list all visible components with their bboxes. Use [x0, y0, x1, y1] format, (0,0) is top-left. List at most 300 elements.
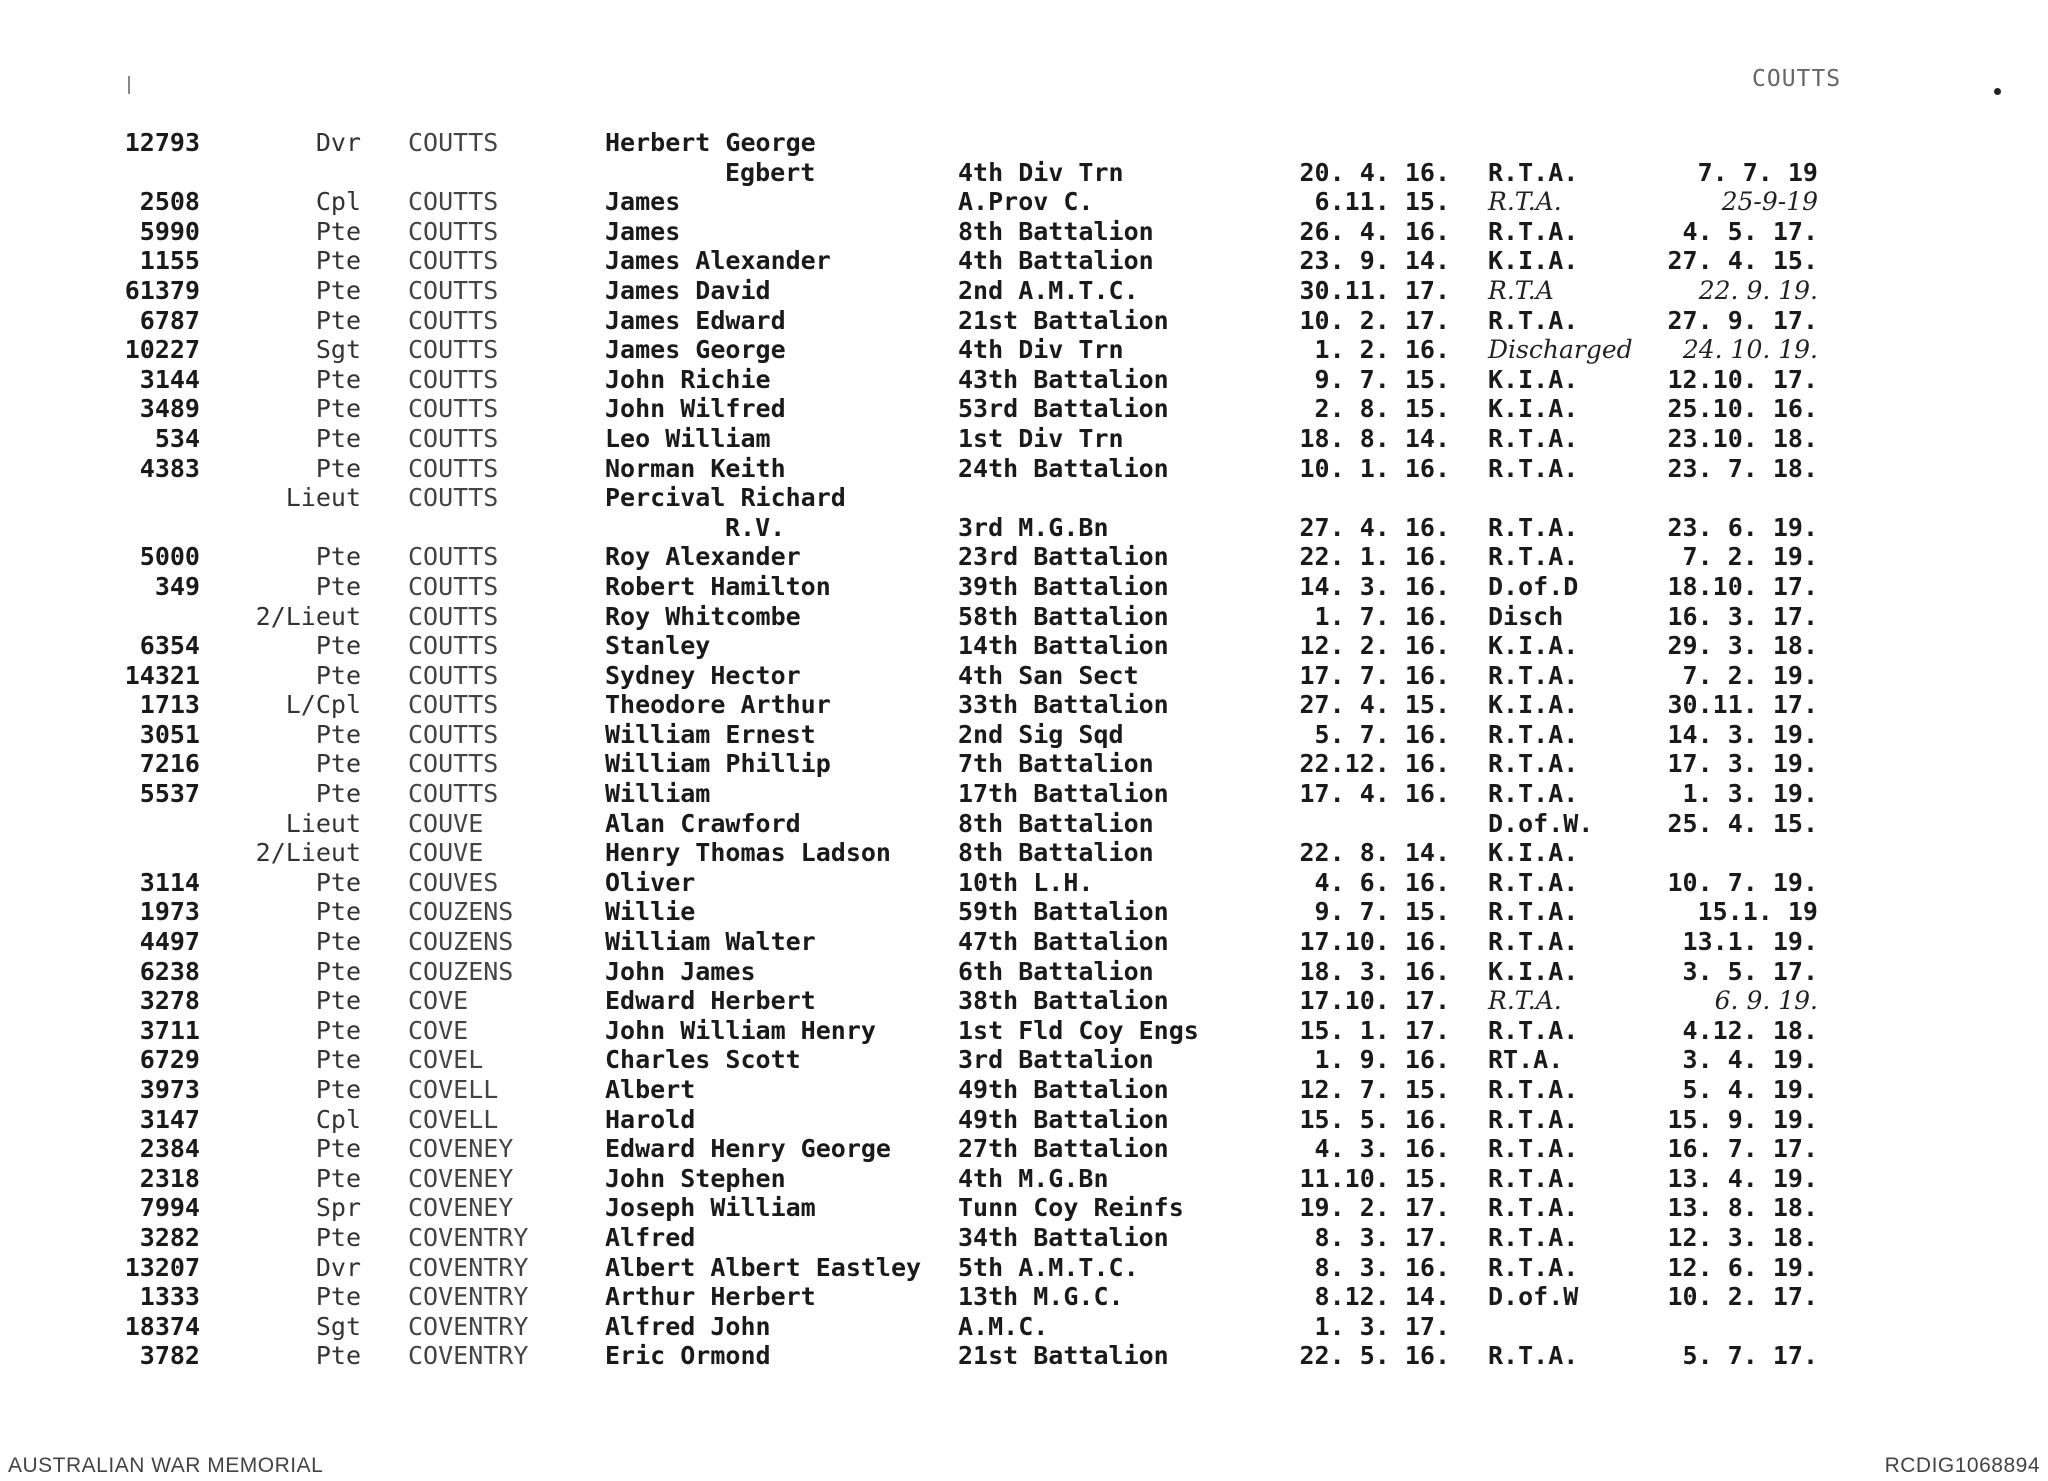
rank-cell: Sgt	[315, 335, 361, 365]
service-number-cell: 3489	[139, 394, 200, 424]
service-number-cell: 13207	[124, 1252, 200, 1282]
surname-cell: COVENTRY	[408, 1222, 529, 1252]
fate-cell: R.T.A.	[1488, 542, 1579, 572]
rank-cell: Pte	[315, 867, 361, 897]
rank-cell: Pte	[315, 246, 361, 276]
surname-cell: COUTTS	[408, 305, 499, 335]
service-number-cell: 4383	[139, 453, 200, 483]
surname-cell: COUTTS	[408, 631, 499, 661]
given-names-cell: Joseph William	[605, 1193, 816, 1223]
fate-date-cell: 3. 4. 19.	[1682, 1045, 1818, 1075]
surname-cell: COUTTS	[408, 246, 499, 276]
table-row	[0, 1105, 2048, 1135]
rank-cell: Pte	[315, 1222, 361, 1252]
given-names-cell: John Richie	[605, 364, 771, 394]
table-row	[0, 246, 2048, 276]
fate-date-cell: 7. 2. 19.	[1682, 542, 1818, 572]
enlistment-date-cell: 27. 4. 15.	[1299, 690, 1450, 720]
given-names-cell: Charles Scott	[605, 1045, 801, 1075]
enlistment-date-cell: 19. 2. 17.	[1299, 1193, 1450, 1223]
surname-cell: COUZENS	[408, 956, 514, 986]
fate-cell: K.I.A.	[1488, 394, 1579, 424]
unit-cell: 7th Battalion	[958, 749, 1154, 779]
rank-cell: Pte	[315, 779, 361, 809]
given-names-cell: Robert Hamilton	[605, 571, 831, 601]
unit-cell: 4th Div Trn	[958, 157, 1124, 187]
fate-cell: K.I.A.	[1488, 246, 1579, 276]
fate-cell: R.T.A.	[1488, 216, 1579, 246]
table-row	[0, 1016, 2048, 1046]
given-names-cell: John Wilfred	[605, 394, 786, 424]
service-number-cell: 349	[154, 571, 200, 601]
rank-cell: Pte	[315, 542, 361, 572]
table-row	[0, 927, 2048, 957]
given-names-cell: Norman Keith	[605, 453, 786, 483]
rank-cell: Pte	[315, 749, 361, 779]
fate-cell: R.T.A.	[1488, 660, 1579, 690]
table-row	[0, 424, 2048, 454]
enlistment-date-cell: 17.10. 16.	[1299, 927, 1450, 957]
record-reference: RCDIG1068894	[1884, 1454, 2040, 1477]
enlistment-date-cell: 17. 7. 16.	[1299, 660, 1450, 690]
rank-cell: Pte	[315, 897, 361, 927]
fate-date-cell: 4. 5. 17.	[1682, 216, 1818, 246]
service-number-cell: 3114	[139, 867, 200, 897]
table-row	[0, 217, 2048, 247]
service-number-cell: 5000	[139, 542, 200, 572]
fate-cell: Disch	[1488, 601, 1564, 631]
unit-cell: 24th Battalion	[958, 453, 1169, 483]
given-names-cell: Percival Richard	[605, 483, 846, 513]
service-number-cell: 12793	[124, 128, 200, 157]
given-names-cell: Herbert George	[605, 128, 816, 157]
fate-cell: R.T.A	[1488, 275, 1554, 305]
surname-cell: COVENTRY	[408, 1311, 529, 1341]
table-row	[0, 1164, 2048, 1194]
fate-cell: K.I.A.	[1488, 631, 1579, 661]
rank-cell: Pte	[315, 1282, 361, 1312]
surname-cell: COUTTS	[408, 335, 499, 365]
enlistment-date-cell: 8. 3. 16.	[1314, 1252, 1450, 1282]
fate-date-cell: 4.12. 18.	[1682, 1015, 1818, 1045]
given-names-cell: John Stephen	[605, 1163, 786, 1193]
fate-date-cell: 22. 9. 19.	[1698, 275, 1818, 305]
table-row	[0, 572, 2048, 602]
service-number-cell: 2508	[139, 187, 200, 217]
given-names-cell: James George	[605, 335, 786, 365]
table-row	[0, 897, 2048, 927]
surname-cell: COUTTS	[408, 571, 499, 601]
surname-cell: COUVE	[408, 838, 484, 868]
fate-date-cell: 15.1. 19	[1697, 897, 1818, 927]
table-row	[0, 779, 2048, 809]
fate-date-cell: 10. 2. 17.	[1667, 1282, 1818, 1312]
service-number-cell: 14321	[124, 660, 200, 690]
enlistment-date-cell: 6.11. 15.	[1314, 187, 1450, 217]
enlistment-date-cell: 2. 8. 15.	[1314, 394, 1450, 424]
table-row	[0, 483, 2048, 513]
table-row	[0, 838, 2048, 868]
fate-date-cell: 5. 7. 17.	[1682, 1341, 1818, 1371]
service-number-cell: 3147	[139, 1104, 200, 1134]
rank-cell: Cpl	[315, 187, 361, 217]
fate-date-cell: 25. 4. 15.	[1667, 808, 1818, 838]
given-names-cell: Alan Crawford	[605, 808, 801, 838]
fate-cell: RT.A.	[1488, 1045, 1564, 1075]
rank-cell: Pte	[315, 631, 361, 661]
surname-cell: COUTTS	[408, 453, 499, 483]
rank-cell: Pte	[315, 1341, 361, 1371]
fate-date-cell: 24. 10. 19.	[1682, 335, 1818, 365]
rank-cell: Pte	[315, 423, 361, 453]
table-row	[0, 868, 2048, 898]
fate-date-cell: 30.11. 17.	[1667, 690, 1818, 720]
unit-cell: 4th Div Trn	[958, 335, 1124, 365]
surname-cell: COVELL	[408, 1104, 499, 1134]
unit-cell: 2nd Sig Sqd	[958, 719, 1124, 749]
rank-cell: Dvr	[315, 1252, 361, 1282]
rank-cell: Sgt	[315, 1311, 361, 1341]
unit-cell: 8th Battalion	[958, 216, 1154, 246]
rank-cell: Dvr	[315, 128, 361, 157]
enlistment-date-cell: 1. 7. 16.	[1314, 601, 1450, 631]
fate-cell: R.T.A.	[1488, 1163, 1579, 1193]
surname-cell: COUTTS	[408, 364, 499, 394]
table-row	[0, 187, 2048, 217]
fate-cell: R.T.A.	[1488, 986, 1562, 1016]
enlistment-date-cell: 1. 9. 16.	[1314, 1045, 1450, 1075]
given-names-cell: Sydney Hector	[605, 660, 801, 690]
service-number-cell: 3051	[139, 719, 200, 749]
fate-cell: K.I.A.	[1488, 364, 1579, 394]
enlistment-date-cell: 12. 7. 15.	[1299, 1075, 1450, 1104]
service-number-cell: 534	[154, 423, 200, 453]
unit-cell: 1st Div Trn	[958, 423, 1124, 453]
surname-cell: COUTTS	[408, 690, 499, 720]
fate-date-cell: 12.10. 17.	[1667, 364, 1818, 394]
surname-tab: COUTTS	[1752, 66, 1842, 92]
rank-cell: Pte	[315, 1134, 361, 1164]
surname-cell: COUTTS	[408, 128, 499, 157]
service-number-cell: 4497	[139, 927, 200, 957]
table-row	[0, 365, 2048, 395]
rank-cell: Lieut	[285, 808, 361, 838]
fate-date-cell: 12. 3. 18.	[1667, 1222, 1818, 1252]
enlistment-date-cell: 9. 7. 15.	[1314, 364, 1450, 394]
rank-cell: Pte	[315, 986, 361, 1016]
service-number-cell: 2384	[139, 1134, 200, 1164]
surname-cell: COVEL	[408, 1045, 484, 1075]
table-row	[0, 1341, 2048, 1371]
given-names-cell: John William Henry	[605, 1015, 876, 1045]
fate-date-cell: 25.10. 16.	[1667, 394, 1818, 424]
fate-cell: R.T.A.	[1488, 1104, 1579, 1134]
fate-date-cell: 23.10. 18.	[1667, 423, 1818, 453]
fate-cell: D.of.D	[1488, 571, 1579, 601]
rank-cell: Pte	[315, 571, 361, 601]
table-row	[0, 1193, 2048, 1223]
service-number-cell: 6238	[139, 956, 200, 986]
service-number-cell: 3278	[139, 986, 200, 1016]
table-row	[0, 128, 2048, 158]
service-number-cell: 7216	[139, 749, 200, 779]
surname-cell: COUVE	[408, 808, 484, 838]
service-number-cell: 5990	[139, 216, 200, 246]
service-number-cell: 1713	[139, 690, 200, 720]
given-names-cell: Stanley	[605, 631, 711, 661]
table-row	[0, 276, 2048, 306]
fate-cell: R.T.A.	[1488, 1341, 1579, 1371]
table-row	[0, 957, 2048, 987]
fate-cell: R.T.A.	[1488, 423, 1579, 453]
given-names-cell: James Edward	[605, 305, 786, 335]
service-number-cell: 1973	[139, 897, 200, 927]
table-row	[0, 661, 2048, 691]
surname-cell: COUTTS	[408, 187, 499, 217]
surname-cell: COUZENS	[408, 927, 514, 957]
fate-cell: R.T.A.	[1488, 453, 1579, 483]
fate-cell: R.T.A.	[1488, 187, 1562, 217]
unit-cell: 3rd M.G.Bn	[958, 512, 1109, 542]
fate-cell: D.of.W.	[1488, 808, 1594, 838]
unit-cell: Tunn Coy Reinfs	[958, 1193, 1184, 1223]
given-names-cell: Albert	[605, 1075, 696, 1104]
table-row	[0, 690, 2048, 720]
given-names-cell: Leo William	[605, 423, 771, 453]
table-row	[0, 1045, 2048, 1075]
fate-date-cell: 13. 4. 19.	[1667, 1163, 1818, 1193]
table-row	[0, 158, 2048, 188]
service-number-cell: 7994	[139, 1193, 200, 1223]
enlistment-date-cell: 17.10. 17.	[1299, 986, 1450, 1016]
unit-cell: 3rd Battalion	[958, 1045, 1154, 1075]
unit-cell: 21st Battalion	[958, 1341, 1169, 1371]
table-row	[0, 749, 2048, 779]
fate-date-cell: 27. 9. 17.	[1667, 305, 1818, 335]
fate-date-cell: 7. 2. 19.	[1682, 660, 1818, 690]
unit-cell: 27th Battalion	[958, 1134, 1169, 1164]
unit-cell: A.Prov C.	[958, 187, 1094, 217]
fate-date-cell: 15. 9. 19.	[1667, 1104, 1818, 1134]
surname-cell: COUTTS	[408, 749, 499, 779]
service-number-cell: 3711	[139, 1015, 200, 1045]
given-names-cell: Arthur Herbert	[605, 1282, 816, 1312]
fate-cell: R.T.A.	[1488, 749, 1579, 779]
fate-cell: D.of.W	[1488, 1282, 1579, 1312]
roll-table	[0, 128, 2048, 1371]
enlistment-date-cell: 15. 5. 16.	[1299, 1104, 1450, 1134]
unit-cell: 17th Battalion	[958, 779, 1169, 809]
rank-cell: 2/Lieut	[255, 838, 361, 868]
fate-cell: R.T.A.	[1488, 305, 1579, 335]
given-names-cell: James	[605, 216, 681, 246]
enlistment-date-cell: 8. 3. 17.	[1314, 1222, 1450, 1252]
ink-dot	[1994, 88, 2001, 95]
table-row	[0, 602, 2048, 632]
table-row	[0, 809, 2048, 839]
fate-date-cell: 13.1. 19.	[1682, 927, 1818, 957]
rank-cell: Pte	[315, 453, 361, 483]
surname-cell: COVENEY	[408, 1134, 514, 1164]
given-names-cell: James	[605, 187, 681, 217]
enlistment-date-cell: 11.10. 15.	[1299, 1163, 1450, 1193]
enlistment-date-cell: 18. 8. 14.	[1299, 423, 1450, 453]
given-names-cell: Egbert	[725, 157, 816, 187]
table-row	[0, 1312, 2048, 1342]
unit-cell: 8th Battalion	[958, 838, 1154, 868]
surname-cell: COVENEY	[408, 1193, 514, 1223]
unit-cell: 4th M.G.Bn	[958, 1163, 1109, 1193]
surname-cell: COUVES	[408, 867, 499, 897]
rank-cell: Lieut	[285, 483, 361, 513]
service-number-cell: 1155	[139, 246, 200, 276]
fate-date-cell: 7. 7. 19	[1697, 157, 1818, 187]
unit-cell: 4th San Sect	[958, 660, 1139, 690]
rank-cell: Pte	[315, 956, 361, 986]
given-names-cell: Albert Albert Eastley	[605, 1252, 922, 1282]
enlistment-date-cell: 23. 9. 14.	[1299, 246, 1450, 276]
surname-cell: COVELL	[408, 1075, 499, 1104]
surname-cell: COUZENS	[408, 897, 514, 927]
unit-cell: 13th M.G.C.	[958, 1282, 1124, 1312]
enlistment-date-cell: 15. 1. 17.	[1299, 1015, 1450, 1045]
unit-cell: 2nd A.M.T.C.	[958, 275, 1139, 305]
enlistment-date-cell: 17. 4. 16.	[1299, 779, 1450, 809]
given-names-cell: Theodore Arthur	[605, 690, 831, 720]
enlistment-date-cell: 1. 3. 17.	[1314, 1311, 1450, 1341]
enlistment-date-cell: 27. 4. 16.	[1299, 512, 1450, 542]
table-row	[0, 1075, 2048, 1105]
given-names-cell: William	[605, 779, 711, 809]
service-number-cell: 3782	[139, 1341, 200, 1371]
unit-cell: 38th Battalion	[958, 986, 1169, 1016]
enlistment-date-cell: 1. 2. 16.	[1314, 335, 1450, 365]
given-names-cell: Henry Thomas Ladson	[605, 838, 891, 868]
given-names-cell: William Ernest	[605, 719, 816, 749]
rank-cell: Pte	[315, 216, 361, 246]
fate-date-cell: 16. 7. 17.	[1667, 1134, 1818, 1164]
unit-cell: 8th Battalion	[958, 808, 1154, 838]
service-number-cell: 10227	[124, 335, 200, 365]
unit-cell: 21st Battalion	[958, 305, 1169, 335]
unit-cell: 14th Battalion	[958, 631, 1169, 661]
table-row	[0, 454, 2048, 484]
fate-cell: R.T.A.	[1488, 719, 1579, 749]
table-row	[0, 306, 2048, 336]
surname-cell: COUTTS	[408, 483, 499, 513]
surname-cell: COVENTRY	[408, 1252, 529, 1282]
rank-cell: L/Cpl	[285, 690, 361, 720]
unit-cell: 34th Battalion	[958, 1222, 1169, 1252]
rank-cell: Pte	[315, 1163, 361, 1193]
surname-cell: COUTTS	[408, 719, 499, 749]
unit-cell: A.M.C.	[958, 1311, 1049, 1341]
unit-cell: 5th A.M.T.C.	[958, 1252, 1139, 1282]
surname-cell: COUTTS	[408, 542, 499, 572]
given-names-cell: Edward Henry George	[605, 1134, 891, 1164]
given-names-cell: Harold	[605, 1104, 696, 1134]
fate-date-cell: 10. 7. 19.	[1667, 867, 1818, 897]
service-number-cell: 3282	[139, 1222, 200, 1252]
surname-cell: COUTTS	[408, 601, 499, 631]
given-names-cell: Alfred John	[605, 1311, 771, 1341]
surname-cell: COUTTS	[408, 394, 499, 424]
fate-date-cell: 18.10. 17.	[1667, 571, 1818, 601]
enlistment-date-cell: 20. 4. 16.	[1299, 157, 1450, 187]
given-names-cell: Alfred	[605, 1222, 696, 1252]
rank-cell: Pte	[315, 719, 361, 749]
enlistment-date-cell: 9. 7. 15.	[1314, 897, 1450, 927]
table-row	[0, 513, 2048, 543]
fate-cell: R.T.A.	[1488, 1134, 1579, 1164]
fate-cell: Discharged	[1488, 335, 1633, 365]
surname-cell: COUTTS	[408, 275, 499, 305]
table-row	[0, 720, 2048, 750]
given-names-cell: Eric Ormond	[605, 1341, 771, 1371]
fate-date-cell: 5. 4. 19.	[1682, 1075, 1818, 1104]
service-number-cell: 3144	[139, 364, 200, 394]
given-names-cell: Roy Whitcombe	[605, 601, 801, 631]
rank-cell: Pte	[315, 660, 361, 690]
enlistment-date-cell: 22. 5. 16.	[1299, 1341, 1450, 1371]
surname-cell: COVE	[408, 986, 469, 1016]
table-row	[0, 394, 2048, 424]
enlistment-date-cell: 18. 3. 16.	[1299, 956, 1450, 986]
fate-cell: R.T.A.	[1488, 512, 1579, 542]
enlistment-date-cell: 22. 8. 14.	[1299, 838, 1450, 868]
table-row	[0, 335, 2048, 365]
table-row	[0, 542, 2048, 572]
rank-cell: Pte	[315, 275, 361, 305]
rank-cell: Cpl	[315, 1104, 361, 1134]
table-row	[0, 1223, 2048, 1253]
unit-cell: 23rd Battalion	[958, 542, 1169, 572]
enlistment-date-cell: 22.12. 16.	[1299, 749, 1450, 779]
fate-date-cell: 25-9-19	[1721, 187, 1818, 217]
surname-cell: COUTTS	[408, 660, 499, 690]
unit-cell: 49th Battalion	[958, 1075, 1169, 1104]
table-row	[0, 631, 2048, 661]
fate-cell: R.T.A.	[1488, 867, 1579, 897]
given-names-cell: William Walter	[605, 927, 816, 957]
fate-date-cell: 23. 7. 18.	[1667, 453, 1818, 483]
margin-tick	[128, 76, 130, 94]
table-row	[0, 1253, 2048, 1283]
enlistment-date-cell: 10. 2. 17.	[1299, 305, 1450, 335]
table-row	[0, 1134, 2048, 1164]
fate-cell: R.T.A.	[1488, 157, 1579, 187]
surname-cell: COVE	[408, 1015, 469, 1045]
unit-cell: 49th Battalion	[958, 1104, 1169, 1134]
table-row	[0, 1282, 2048, 1312]
surname-cell: COVENTRY	[408, 1282, 529, 1312]
fate-cell: R.T.A.	[1488, 1193, 1579, 1223]
enlistment-date-cell: 14. 3. 16.	[1299, 571, 1450, 601]
service-number-cell: 18374	[124, 1311, 200, 1341]
rank-cell: Pte	[315, 1015, 361, 1045]
service-number-cell: 6729	[139, 1045, 200, 1075]
enlistment-date-cell: 30.11. 17.	[1299, 275, 1450, 305]
fate-date-cell: 6. 9. 19.	[1714, 986, 1818, 1016]
enlistment-date-cell: 10. 1. 16.	[1299, 453, 1450, 483]
rank-cell: Spr	[315, 1193, 361, 1223]
unit-cell: 47th Battalion	[958, 927, 1169, 957]
unit-cell: 6th Battalion	[958, 956, 1154, 986]
fate-cell: R.T.A.	[1488, 1075, 1579, 1104]
fate-date-cell: 23. 6. 19.	[1667, 512, 1818, 542]
given-names-cell: R.V.	[725, 512, 786, 542]
fate-cell: R.T.A.	[1488, 1222, 1579, 1252]
